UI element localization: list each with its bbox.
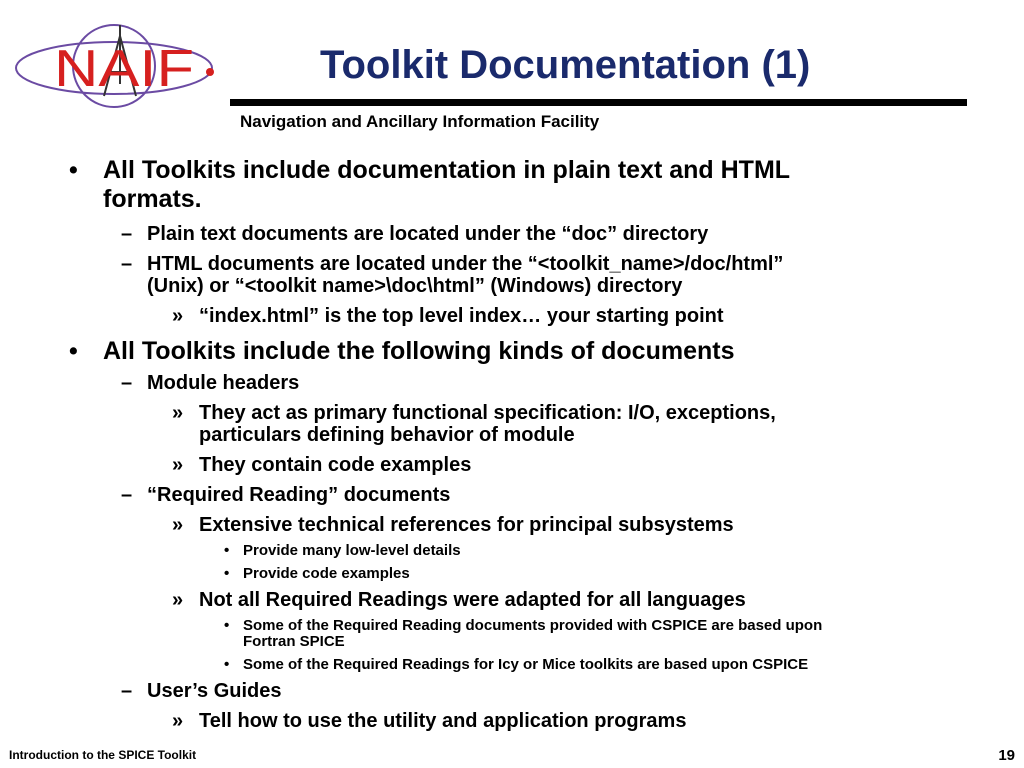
item-text: They act as primary functional specification: I/O, exceptions,: [199, 402, 776, 424]
detail-icy-mice: [224, 656, 809, 673]
dot-marker: •: [224, 656, 230, 673]
bullet-text: All Toolkits include documentation in plain text and HTML: [103, 156, 791, 184]
sub-bullet-text: Module headers: [147, 372, 300, 394]
detail-code-examples: [224, 565, 410, 582]
naif-logo: [14, 22, 230, 110]
chevron-marker: »: [172, 514, 184, 536]
item-text: Not all Required Readings were adapted for all languages: [199, 589, 746, 611]
sub-bullet-continuation: [147, 275, 682, 297]
slide-title: Toolkit Documentation (1): [320, 43, 811, 87]
page-number: 19: [998, 747, 1015, 764]
bullet-continuation: [103, 185, 202, 214]
dash-marker: –: [121, 680, 133, 702]
dash-marker: –: [121, 484, 133, 506]
bullet-kinds-of-documents: [69, 337, 735, 366]
sub-bullet-module-headers: [121, 372, 300, 394]
detail-cspice-based: [224, 617, 823, 634]
item-index-html: [172, 305, 724, 327]
dot-marker: •: [224, 617, 230, 634]
item-code-examples: [172, 454, 472, 476]
dash-marker: –: [121, 223, 133, 245]
item-text: Extensive technical references for principal subsystems: [199, 514, 734, 536]
item-continuation: [199, 424, 575, 446]
footer-text: Introduction to the SPICE Toolkit: [9, 748, 197, 762]
bullet-text: All Toolkits include the following kinds of documents: [103, 337, 735, 365]
sub-bullet-text: Plain text documents are located under the “doc” directory: [147, 223, 709, 245]
logo-dot: [206, 68, 214, 76]
detail-text-continuation: Fortran SPICE: [243, 633, 345, 650]
bullet-marker: •: [69, 156, 78, 184]
item-not-all-adapted: [172, 589, 746, 611]
item-text: Tell how to use the utility and application programs: [199, 710, 687, 732]
bullet-all-toolkits-formats: [69, 156, 791, 185]
bullet-marker: •: [69, 337, 78, 365]
sub-bullet-text: User’s Guides: [147, 680, 282, 702]
detail-continuation: [243, 633, 345, 650]
sub-bullet-text-continuation: (Unix) or “<toolkit name>\doc\html” (Windows) directory: [147, 275, 683, 297]
detail-text: Some of the Required Readings for Icy or Mice toolkits are based upon CSPICE: [243, 656, 809, 673]
dash-marker: –: [121, 372, 133, 394]
sub-bullet-html-docs: [121, 253, 784, 275]
item-technical-references: [172, 514, 734, 536]
item-text-continuation: particulars defining behavior of module: [199, 424, 575, 446]
chevron-marker: »: [172, 305, 184, 327]
item-functional-specification: [172, 402, 776, 424]
item-text: They contain code examples: [199, 454, 472, 476]
subtitle: Navigation and Ancillary Information Facility: [240, 112, 600, 131]
dot-marker: •: [224, 542, 230, 559]
sub-bullet-text: “Required Reading” documents: [147, 484, 451, 506]
sub-bullet-plain-text: [121, 223, 709, 245]
logo-wordmark: NAIF: [54, 40, 194, 98]
bullet-text-continuation: formats.: [103, 185, 202, 213]
chevron-marker: »: [172, 589, 184, 611]
title-rule: [230, 99, 967, 106]
detail-text: Some of the Required Reading documents provided with CSPICE are based upon: [243, 617, 823, 634]
sub-bullet-users-guides: [121, 680, 282, 702]
chevron-marker: »: [172, 454, 184, 476]
detail-text: Provide code examples: [243, 565, 410, 582]
sub-bullet-required-reading: [121, 484, 451, 506]
detail-low-level-details: [224, 542, 461, 559]
chevron-marker: »: [172, 402, 184, 424]
sub-bullet-text: HTML documents are located under the “<toolkit_name>/doc/html”: [147, 253, 784, 275]
chevron-marker: »: [172, 710, 184, 732]
dash-marker: –: [121, 253, 133, 275]
detail-text: Provide many low-level details: [243, 542, 461, 559]
dot-marker: •: [224, 565, 230, 582]
item-utility-programs: [172, 710, 687, 732]
item-text: “index.html” is the top level index… your starting point: [199, 305, 724, 327]
